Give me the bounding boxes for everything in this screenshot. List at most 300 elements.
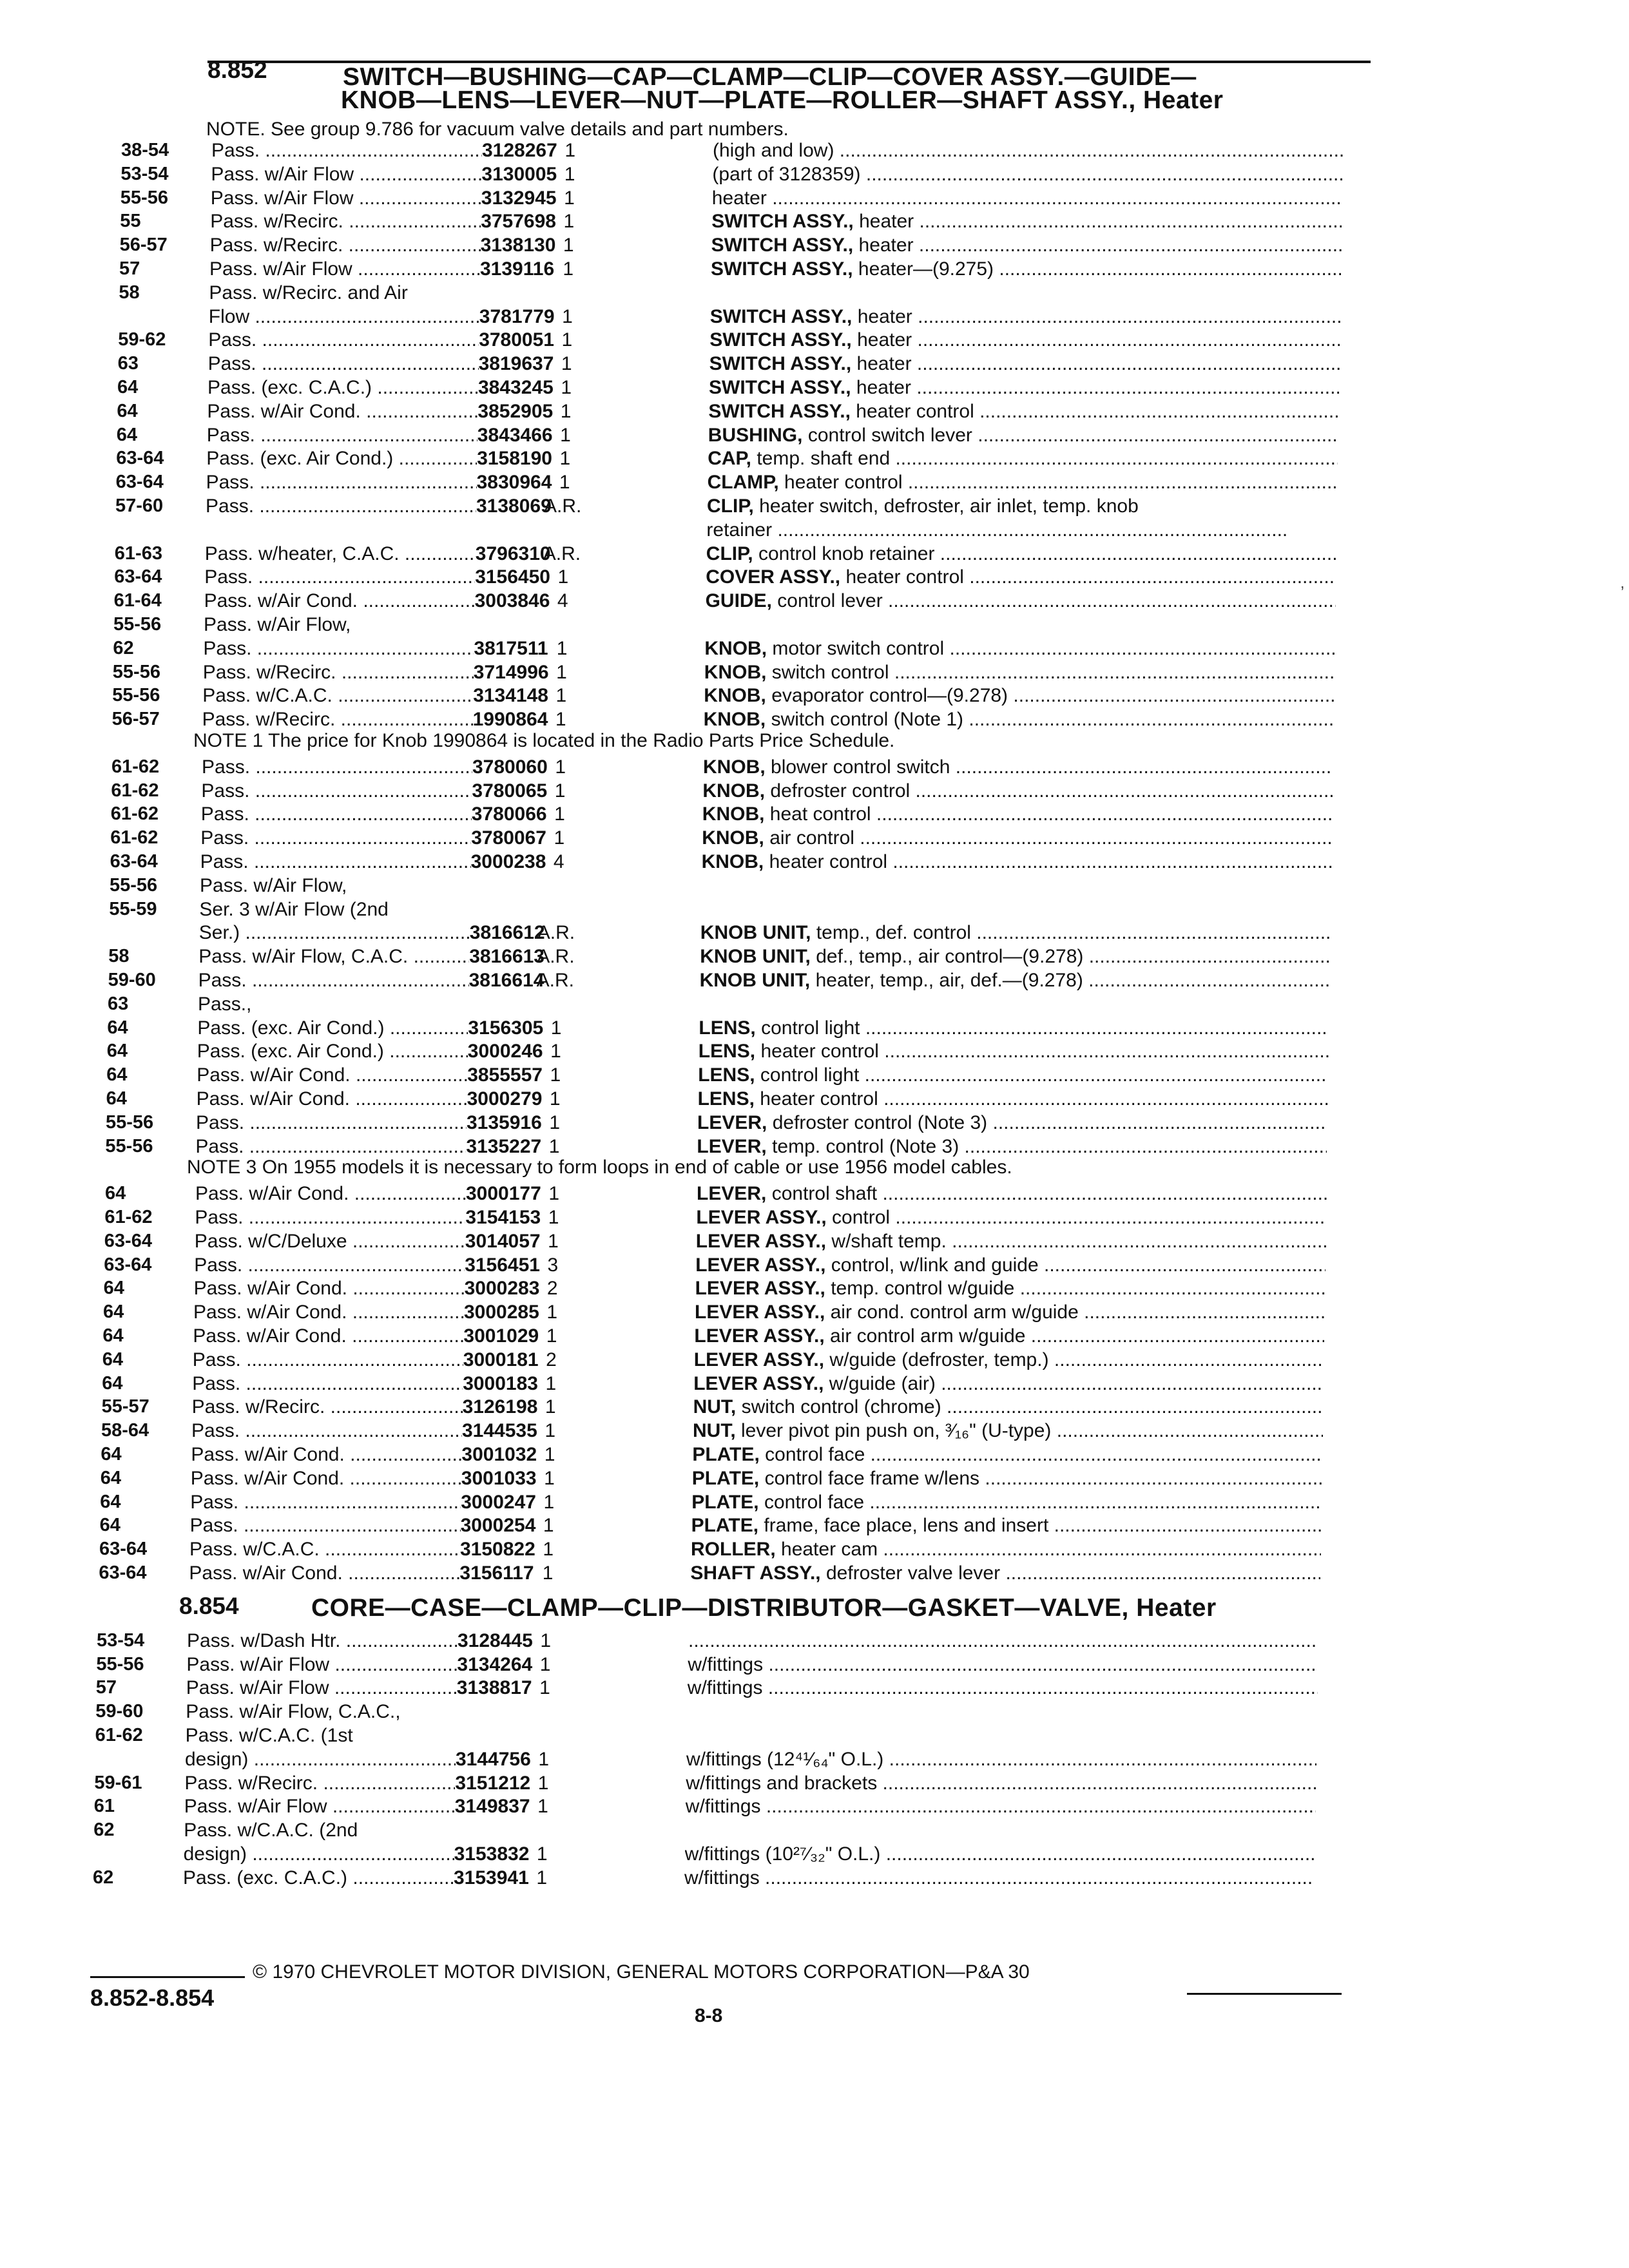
model-years: 64 [102, 1349, 124, 1370]
item-text: heater control [754, 1088, 878, 1110]
application: Flow ..... [209, 306, 479, 328]
item-text: temp. control w/guide [825, 1278, 1015, 1300]
application: Pass. ..... [204, 566, 475, 588]
item-text: heater control [840, 566, 964, 588]
quantity: 1 [548, 1230, 559, 1252]
model-years: 64 [117, 400, 138, 421]
application: Pass. w/Recirc. ..... [210, 235, 481, 256]
item-text: control face [759, 1444, 865, 1465]
description [706, 543, 1336, 565]
application: Pass. ..... [193, 1349, 463, 1371]
application: Pass. w/heater, C.A.C. ..... [205, 543, 476, 565]
copyright-text: © 1970 CHEVROLET MOTOR DIVISION, GENERAL MOTORS CORPORATION—P&A 30 [253, 1961, 1030, 1983]
model-years: 57 [119, 258, 140, 279]
description [696, 1207, 1326, 1229]
item-text: blower control switch [765, 756, 950, 778]
item-keyword: KNOB UNIT, [700, 922, 811, 944]
description [699, 1017, 1329, 1039]
part-number: 3780065 [472, 780, 548, 802]
part-number: 1990864 [472, 709, 548, 731]
model-years: 59-61 [94, 1772, 142, 1793]
quantity: 1 [560, 400, 572, 422]
part-number: 3780051 [479, 329, 554, 351]
quantity: 1 [563, 211, 575, 233]
model-years: 53-54 [97, 1629, 145, 1651]
model-years: 64 [106, 1064, 128, 1086]
item-keyword: LEVER ASSY., [695, 1302, 825, 1323]
application: Pass. w/Recirc. ..... [210, 211, 481, 233]
item-keyword: LEVER ASSY., [695, 1254, 826, 1276]
item-text: heater control [764, 851, 888, 872]
application: Pass. ..... [206, 495, 476, 517]
section-title-line2: KNOB—LENS—LEVER—NUT—PLATE—ROLLER—SHAFT ASSY., Heater [341, 86, 1224, 114]
description [709, 329, 1340, 351]
item-text: retainer [706, 519, 773, 541]
quantity: 1 [557, 566, 569, 588]
quantity: 1 [549, 1111, 560, 1133]
application: Pass. ..... [206, 472, 477, 494]
part-number: 3843466 [477, 424, 553, 446]
model-years: 61-62 [95, 1725, 143, 1745]
item-text: control face frame w/lens [759, 1467, 980, 1489]
quantity: A.R. [543, 543, 581, 564]
note-3: NOTE 3 On 1955 models it is necessary to form loops in end of cable or use 1956 model cables. [187, 1157, 1012, 1178]
part-number: 3855557 [467, 1064, 543, 1086]
application: design) ..... [185, 1749, 456, 1771]
description [704, 638, 1335, 660]
part-number: 3817511 [474, 637, 548, 659]
description [702, 803, 1333, 825]
model-years: 58-64 [101, 1420, 149, 1441]
item-keyword: LEVER ASSY., [693, 1349, 825, 1370]
model-years: 61-62 [110, 803, 159, 825]
description [697, 1136, 1327, 1158]
application: Pass. (exc. C.A.C.) ..... [183, 1867, 454, 1889]
application: Pass. w/Dash Htr. ..... [187, 1630, 458, 1652]
part-number: 3158190 [477, 448, 552, 470]
item-keyword: NUT, [693, 1420, 736, 1442]
quantity: 1 [543, 1515, 554, 1537]
section-note: NOTE. See group 9.786 for vacuum valve details and part numbers. [206, 119, 789, 140]
item-text: control light [755, 1064, 860, 1086]
item-text: (part of 3128359) [712, 163, 861, 185]
item-text: heater—(9.275) [853, 258, 994, 280]
description [702, 851, 1332, 873]
item-text: heater control [755, 1041, 879, 1062]
item-keyword: PLATE, [691, 1515, 759, 1537]
part-number: 3156305 [468, 1017, 544, 1039]
model-years: 64 [117, 377, 139, 398]
application: Pass. ..... [201, 780, 472, 802]
item-keyword: KNOB, [703, 756, 766, 778]
item-text: control shaft [766, 1183, 878, 1205]
quantity: 4 [557, 590, 568, 612]
description [704, 709, 1334, 731]
application: Pass. w/C.A.C. (2nd [184, 1820, 358, 1841]
model-years: 61 [93, 1796, 115, 1817]
part-number: 3000177 [466, 1183, 541, 1205]
item-keyword: LENS, [699, 1017, 756, 1039]
quantity: 1 [548, 1183, 559, 1205]
quantity: 1 [543, 1539, 554, 1561]
quantity: 1 [561, 329, 573, 351]
quantity: 2 [546, 1349, 557, 1370]
part-number: 3153941 [454, 1867, 529, 1888]
description [695, 1278, 1325, 1300]
description [690, 1562, 1320, 1584]
description [692, 1468, 1322, 1490]
part-number: 3000254 [460, 1515, 536, 1537]
model-years: 62 [93, 1820, 115, 1841]
item-keyword: KNOB, [702, 803, 765, 825]
item-keyword: PLATE, [691, 1467, 760, 1489]
application: Pass. w/Recirc. ..... [203, 662, 474, 684]
item-text: heater cam [775, 1539, 878, 1561]
description [706, 590, 1336, 612]
description [686, 1773, 1316, 1794]
quantity: 1 [536, 1843, 548, 1865]
description [702, 780, 1333, 802]
item-text: w/fittings (12⁴¹⁄₆₄" O.L.) [686, 1748, 884, 1770]
description [695, 1302, 1325, 1323]
item-text: heater [852, 305, 912, 327]
item-keyword: KNOB, [704, 637, 767, 659]
item-text: heat control [764, 803, 871, 825]
item-text: heater [711, 187, 767, 209]
part-number: 3144535 [462, 1420, 537, 1442]
item-keyword: KNOB UNIT, [700, 946, 811, 968]
model-years: 55-56 [113, 614, 162, 635]
part-number: 3128445 [458, 1629, 533, 1651]
model-years: 55-56 [110, 874, 158, 896]
part-number: 3134148 [473, 685, 548, 707]
item-text: air control [764, 827, 854, 849]
part-number: 3714996 [473, 661, 549, 683]
description [693, 1373, 1324, 1395]
item-text: heater [853, 235, 914, 256]
description [708, 472, 1338, 494]
item-keyword: LEVER ASSY., [695, 1278, 825, 1300]
quantity: 1 [559, 472, 570, 494]
description: retainer ............................................................................................... [706, 519, 1288, 541]
item-text: w/shaft temp. [826, 1230, 947, 1252]
item-text: (high and low) [713, 140, 834, 161]
item-keyword: LEVER, [697, 1135, 767, 1157]
application: Ser.) ..... [199, 922, 470, 944]
item-text: temp., def. control [811, 922, 971, 944]
application: Pass. w/Recirc. ..... [184, 1773, 455, 1794]
quantity: A.R. [537, 922, 575, 944]
item-text: w/fittings and brackets [686, 1772, 878, 1794]
model-years: 63 [108, 993, 129, 1014]
description [711, 211, 1342, 233]
quantity: 1 [554, 827, 565, 849]
part-number: 3830964 [476, 472, 552, 494]
quantity: 2 [546, 1278, 558, 1300]
item-keyword: CLIP, [707, 495, 754, 517]
item-keyword: SWITCH ASSY., [709, 353, 852, 375]
item-text: w/fittings [687, 1677, 763, 1699]
part-number: 3816613 [469, 946, 545, 968]
model-years: 55-57 [101, 1396, 149, 1418]
application: Pass. ..... [195, 1136, 466, 1158]
part-number: 3816614 [468, 970, 545, 991]
item-text: lever pivot pin push on, ³⁄₁₆" (U-type) [735, 1420, 1052, 1442]
section-title: CORE—CASE—CLAMP—CLIP—DISTRIBUTOR—GASKET—VALVE, Heater [311, 1593, 1217, 1622]
item-text: heater [851, 377, 911, 398]
application: Pass. ..... [207, 425, 477, 447]
part-number: 3000238 [470, 851, 546, 872]
model-years: 58 [108, 946, 130, 967]
model-years: 62 [93, 1867, 114, 1888]
part-number: 3135916 [467, 1111, 542, 1133]
description [688, 1654, 1318, 1676]
quantity: 4 [553, 851, 564, 872]
application: Pass. w/Air Cond. ..... [197, 1064, 467, 1086]
item-text: defroster valve lever [820, 1562, 1001, 1584]
application: Pass. ..... [200, 851, 471, 873]
part-number: 3128267 [482, 140, 557, 161]
quantity: 1 [548, 1135, 560, 1157]
quantity: 1 [563, 258, 574, 280]
model-years: 63 [117, 353, 139, 374]
description [693, 1396, 1324, 1418]
quantity: 1 [559, 448, 571, 470]
application: Pass. w/Air Cond. ..... [197, 1088, 467, 1110]
quantity: 1 [536, 1867, 547, 1888]
quantity: 1 [538, 1748, 549, 1770]
quantity: 1 [563, 235, 574, 256]
item-keyword: KNOB UNIT, [699, 970, 811, 991]
quantity: A.R. [536, 970, 574, 991]
model-years: 55-59 [109, 898, 157, 919]
item-keyword: LENS, [697, 1088, 755, 1110]
part-number: 3138130 [480, 235, 556, 256]
item-text: heater [851, 329, 912, 351]
application: Pass. w/Air Flow, C.A.C. ..... [198, 946, 469, 968]
quantity: 1 [560, 424, 571, 446]
section-number: 8.854 [179, 1592, 239, 1619]
item-text: heater, temp., air, def.—(9.278) [810, 970, 1083, 991]
model-years: 55-56 [112, 685, 160, 706]
part-number: 3780067 [471, 827, 546, 849]
item-text: defroster control [765, 780, 911, 802]
application: Pass. w/Air Flow, [200, 874, 347, 896]
note-1: NOTE 1 The price for Knob 1990864 is located in the Radio Parts Price Schedule. [193, 730, 895, 751]
item-keyword: SWITCH ASSY., [709, 329, 852, 351]
model-years: 56-57 [119, 235, 168, 256]
quantity: 1 [542, 1562, 554, 1584]
quantity: 1 [556, 637, 568, 659]
model-years: 59-60 [95, 1701, 144, 1722]
description [706, 566, 1336, 588]
item-keyword: ROLLER, [691, 1539, 776, 1561]
application: Pass. ..... [190, 1492, 461, 1514]
item-keyword: SWITCH ASSY., [711, 235, 854, 256]
part-number: 3134264 [457, 1653, 533, 1675]
application: Pass. w/Air Flow ..... [186, 1677, 457, 1699]
model-years: 63-64 [104, 1254, 152, 1275]
model-years: 56-57 [111, 709, 160, 730]
application: Pass. w/C.A.C. ..... [189, 1539, 460, 1561]
model-years: 64 [103, 1302, 124, 1323]
description [686, 1796, 1316, 1818]
application: Pass. w/Air Flow ..... [209, 258, 480, 280]
description [703, 756, 1333, 778]
description [691, 1492, 1322, 1514]
description [696, 1231, 1326, 1253]
description [702, 827, 1332, 849]
description [711, 258, 1341, 280]
model-years: 64 [105, 1183, 126, 1204]
item-keyword: KNOB, [702, 780, 766, 802]
description [699, 1041, 1329, 1062]
item-keyword: LEVER, [697, 1183, 767, 1205]
item-text: switch control (chrome) [736, 1396, 941, 1418]
application: Pass. w/C.A.C. ..... [202, 685, 473, 707]
part-number: 3816612 [469, 922, 545, 944]
application: Pass. ..... [198, 970, 469, 992]
description [700, 970, 1330, 992]
item-keyword: SWITCH ASSY., [711, 211, 854, 233]
item-text: w/fittings [685, 1796, 761, 1818]
part-number: 3843245 [478, 377, 554, 398]
model-years: 64 [99, 1515, 120, 1536]
application: Ser. 3 w/Air Flow (2nd [199, 898, 389, 920]
quantity: 1 [554, 803, 565, 825]
application: Pass. w/Air Cond. ..... [193, 1302, 464, 1323]
application: Pass. ..... [200, 827, 471, 849]
application: Pass. w/Recirc. ..... [192, 1396, 463, 1418]
model-years: 64 [106, 1041, 128, 1062]
part-number: 3000285 [464, 1302, 539, 1323]
item-keyword: LENS, [698, 1064, 755, 1086]
application: Pass. w/Air Cond. ..... [193, 1325, 463, 1347]
description [685, 1843, 1315, 1865]
model-years: 55-56 [120, 187, 168, 208]
part-number: 3153832 [454, 1843, 530, 1865]
application: Pass. ..... [201, 803, 472, 825]
application: Pass. w/Air Flow ..... [184, 1796, 455, 1818]
description [710, 306, 1340, 328]
application: Pass. w/Air Flow ..... [211, 164, 481, 186]
quantity: 1 [545, 1372, 557, 1394]
model-years: 58 [119, 282, 140, 303]
part-number: 3156117 [459, 1562, 534, 1584]
item-text: air cond. control arm w/guide [825, 1302, 1079, 1323]
item-keyword: LEVER ASSY., [693, 1372, 824, 1394]
item-text: heater switch, defroster, air inlet, temp. knob [753, 495, 1139, 517]
quantity: 1 [550, 1017, 562, 1039]
application: Pass. (exc. Air Cond.) ..... [197, 1017, 468, 1039]
model-years: 53-54 [120, 163, 169, 184]
part-number: 3139116 [480, 258, 555, 280]
application: Pass. w/Air Cond. ..... [207, 401, 477, 423]
model-years: 62 [113, 637, 134, 658]
application: Pass. w/Air Cond. ..... [194, 1278, 465, 1300]
part-number: 3000183 [463, 1372, 538, 1394]
part-number: 3001029 [463, 1325, 539, 1347]
quantity: 1 [564, 163, 575, 185]
part-number: 3003846 [474, 590, 550, 612]
model-years: 63-64 [110, 851, 158, 872]
model-years: 59-60 [108, 970, 156, 990]
item-keyword: LEVER ASSY., [695, 1230, 827, 1252]
description [700, 946, 1330, 968]
part-number: 3000283 [464, 1278, 540, 1300]
part-number: 3780066 [471, 803, 547, 825]
quantity: 1 [537, 1772, 549, 1794]
quantity: 1 [561, 353, 572, 375]
quantity: 1 [545, 1420, 555, 1442]
description [712, 187, 1342, 209]
quantity: 1 [555, 756, 566, 778]
description [709, 377, 1339, 399]
description [686, 1749, 1316, 1771]
model-years: 64 [101, 1444, 122, 1465]
quantity: 1 [537, 1796, 548, 1818]
quantity: A.R. [537, 946, 575, 968]
quantity: 1 [539, 1653, 551, 1675]
description [688, 1630, 1318, 1652]
item-keyword: LENS, [698, 1041, 756, 1062]
item-text: temp. shaft end [751, 448, 891, 470]
item-keyword: COVER ASSY., [706, 566, 841, 588]
item-text: control light [755, 1017, 860, 1039]
description [694, 1325, 1324, 1347]
description [698, 1064, 1328, 1086]
item-keyword: SWITCH ASSY., [709, 305, 853, 327]
model-years: 63-64 [116, 448, 164, 469]
application: Pass. ..... [208, 353, 479, 375]
quantity: 1 [550, 1064, 561, 1086]
part-number: 3126198 [462, 1396, 538, 1418]
application: Pass., [198, 993, 252, 1015]
model-years: 57-60 [115, 495, 164, 516]
model-years: 55 [120, 211, 141, 232]
part-number: 3151212 [455, 1772, 531, 1794]
model-years: 61-62 [111, 756, 160, 777]
description [708, 425, 1338, 447]
section-title-line1: SWITCH—BUSHING—CAP—CLAMP—CLIP—COVER ASSY.—GUIDE— [343, 63, 1197, 91]
model-years: 63-64 [114, 566, 162, 588]
description [697, 1112, 1327, 1134]
item-text: heater [853, 211, 914, 233]
application: Pass. ..... [203, 638, 474, 660]
application: Pass. (exc. C.A.C.) ..... [207, 377, 478, 399]
quantity: 1 [550, 1041, 561, 1062]
item-text: heater control [850, 400, 974, 422]
part-number: 3138069 [476, 495, 552, 517]
quantity: 1 [556, 661, 567, 683]
model-years: 57 [95, 1677, 117, 1698]
quantity: 1 [544, 1467, 555, 1489]
application: Pass. w/C/Deluxe ..... [195, 1231, 465, 1253]
application: Pass. w/Air Flow, [204, 614, 351, 635]
description [711, 235, 1342, 256]
quantity: A.R. [544, 495, 582, 517]
description [698, 1088, 1328, 1110]
item-keyword: SWITCH ASSY., [709, 377, 851, 398]
part-number: 3150822 [460, 1539, 535, 1561]
item-keyword: CLAMP, [707, 472, 779, 494]
item-text: evaporator control—(9.278) [766, 685, 1008, 707]
part-number: 3130005 [481, 163, 557, 185]
model-years: 63-64 [99, 1539, 148, 1560]
item-text: motor switch control [767, 637, 945, 659]
description [708, 401, 1338, 423]
part-number: 3796310 [475, 543, 551, 564]
